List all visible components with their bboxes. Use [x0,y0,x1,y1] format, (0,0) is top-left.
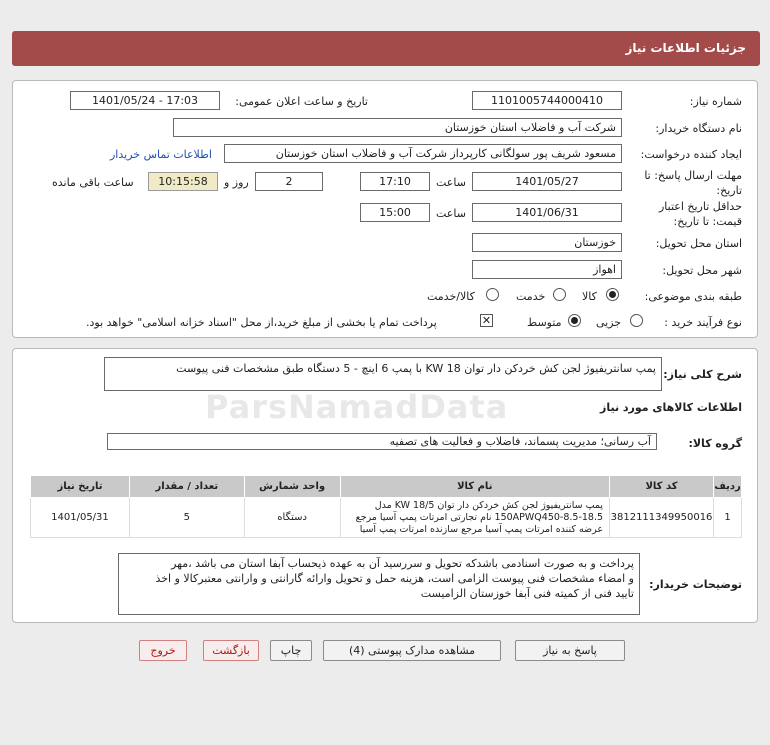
reply-button[interactable]: پاسخ به نیاز [515,640,625,661]
exit-button[interactable]: خروج [139,640,187,661]
deadline-label [644,169,742,197]
treasury-payment-checkbox[interactable]: ✕ [481,314,492,327]
summary-label: شرح کلی نیاز: [663,368,742,381]
col-qty: تعداد / مقدار [129,476,244,498]
announce-label: تاریخ و ساعت اعلان عمومی: [235,95,368,108]
need-number-label: شماره نیاز: [689,95,742,108]
buyer-notes-line: پرداخت و به صورت اسنادمی باشدکه تحویل و سررسید آن به عهده ذیحساب آبفا استان می باشد ،مهر [171,557,634,570]
treasury-payment-note: پرداخت تمام یا بخشی از مبلغ خرید،از محل "اسناد خزانه اسلامی" خواهد بود. [86,316,437,329]
col-row: ردیف [714,476,742,498]
need-number-field: 1101005744000410 [472,91,622,110]
deadline-time-field: 17:10 [360,172,430,191]
category-label: طبقه بندی موضوعی: [644,290,742,303]
goods-group-field: آب رسانی؛ مدیریت پسماند، فاضلاب و فعالیت های تصفیه [107,433,657,450]
city-label: شهر محل تحویل: [662,264,742,277]
cell-qty: 5 [129,498,244,538]
summary-field: پمپ سانتریفیوژ لجن کش خردکن دار توان KW 18 با پمپ 6 اینچ - 5 دستگاه طبق مشخصات فنی پیوست [104,357,662,391]
col-unit: واحد شمارش [244,476,340,498]
category-option-service: خدمت [516,290,546,303]
goods-group-label: گروه کالا: [688,437,742,450]
category-option-goods: کالا [582,290,597,303]
validity-label-line2: قیمت: تا تاریخ: [673,215,742,228]
deadline-date-field: 1401/05/27 [472,172,622,191]
buyer-notes-field [118,553,640,615]
cell-code: 3812111349950016 [610,498,714,538]
print-button[interactable]: چاپ [270,640,312,661]
table-row [31,498,742,538]
validity-label [659,200,742,228]
page-header [12,31,760,66]
province-field: خوزستان [472,233,622,252]
cell-name-line: عرضه کننده امرتات پمپ آسیا مرجع سازنده امرتات پمپ آسیا [359,523,604,535]
buyer-contact-link[interactable]: اطلاعات تماس خریدار [110,148,212,161]
deadline-label-line1: مهلت ارسال پاسخ: تا [644,169,742,182]
process-option-medium: متوسط [527,316,562,329]
validity-time-label: ساعت [436,207,466,220]
col-code: کد کالا [610,476,714,498]
category-radio-goods[interactable] [606,288,619,301]
goods-table [30,475,742,538]
validity-date-field: 1401/06/31 [472,203,622,222]
back-button[interactable]: بازگشت [203,640,259,661]
validity-time-field: 15:00 [360,203,430,222]
validity-label-line1: حداقل تاریخ اعتبار [658,200,742,213]
announce-field: 1401/05/24 - 17:03 [70,91,220,110]
cell-name [340,498,609,538]
buyer-org-field: شرکت آب و فاضلاب استان خوزستان [173,118,622,137]
buyer-notes-line: تایید فنی از کمیته فنی آبفا خوزستان الزامیست [420,587,634,600]
process-radio-medium[interactable] [568,314,581,327]
buyer-org-label: نام دستگاه خریدار: [655,122,742,135]
process-option-minor: جزیی [596,316,622,329]
category-radio-goods-service[interactable] [486,288,499,301]
goods-table-header [31,476,742,498]
remaining-label: ساعت باقی مانده [52,176,134,189]
watermark-logo: ParsNamadData [205,388,509,426]
creator-label: ایجاد کننده درخواست: [640,148,742,161]
province-label: استان محل تحویل: [655,237,742,250]
process-radio-minor[interactable] [630,314,643,327]
goods-section-title: اطلاعات کالاهای مورد نیاز [600,401,742,414]
deadline-label-line2: تاریخ: [716,184,742,197]
cell-row: 1 [714,498,742,538]
creator-field: مسعود شریف پور سولگانی کارپرداز شرکت آب و فاضلاب استان خوزستان [224,144,622,163]
category-option-goods-service: کالا/خدمت [427,290,475,303]
col-date: تاریخ نیاز [31,476,130,498]
buyer-notes-label: توضیحات خریدار: [649,578,742,591]
buyer-notes-line: و امضاء مشخصات فنی پیوست الزامی است، هزینه حمل و تحویل وارائه گارانتی و وارانتی معتبرکالا و اخذ [155,572,634,585]
days-field: 2 [255,172,323,191]
cell-name-line: پمپ سانتریفیوژ لجن کش خردکن دار توان KW 18/5 مدل [374,499,604,511]
page-title: جزئیات اطلاعات نیاز [625,41,746,55]
cell-name-line: 150APWQ450-8.5-18.5 نام تجارتی امرتات پمپ آسیا مرجع [355,511,604,523]
city-field: اهواز [472,260,622,279]
cell-unit: دستگاه [244,498,340,538]
col-name: نام کالا [340,476,609,498]
days-label: روز و [224,176,249,189]
deadline-time-label: ساعت [436,176,466,189]
attachments-button[interactable]: مشاهده مدارک پیوستی (4) [323,640,501,661]
remaining-time-field: 10:15:58 [148,172,218,191]
process-label: نوع فرآیند خرید : [664,316,742,329]
cell-date: 1401/05/31 [31,498,130,538]
category-radio-service[interactable] [553,288,566,301]
